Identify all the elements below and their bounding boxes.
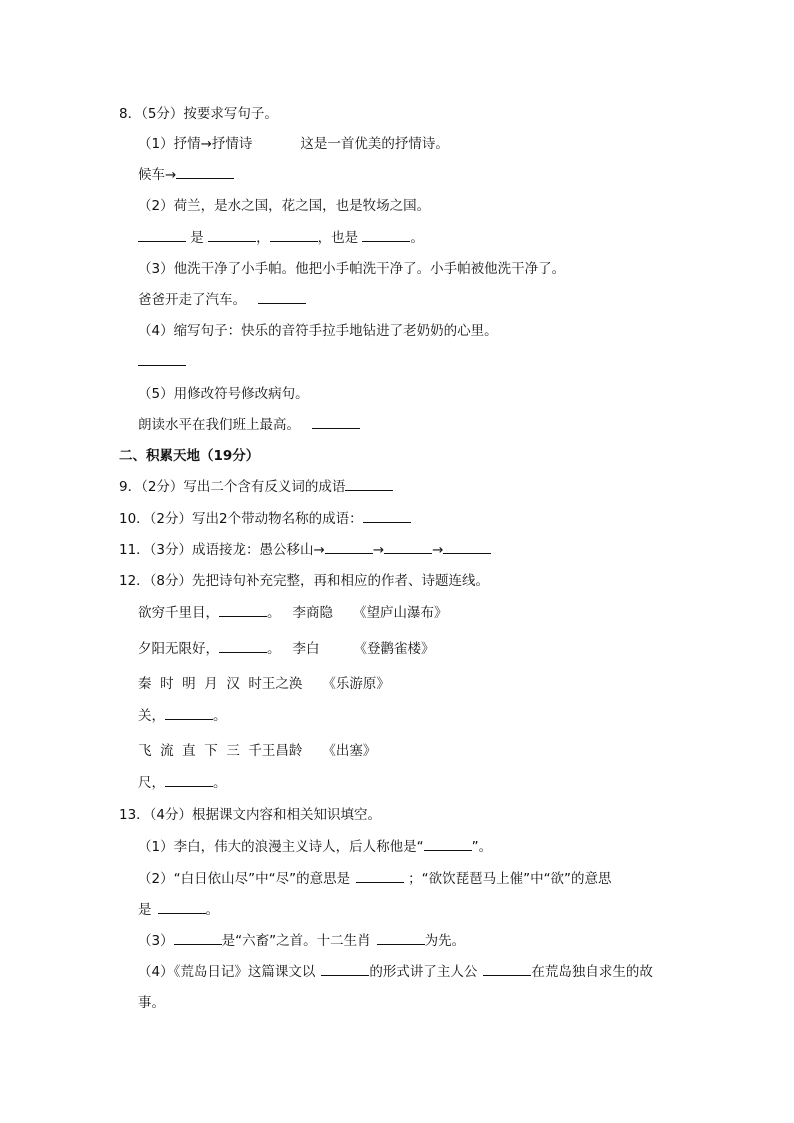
answer-blank[interactable] [165,707,213,720]
q8-s5: （5）用修改符号修改病句。 [138,386,309,402]
q8-s3-task [138,291,306,309]
answer-blank[interactable] [321,963,369,976]
answer-blank[interactable] [174,932,222,945]
answer-blank[interactable] [362,229,410,242]
q12-row [138,774,227,792]
punct: 。 [213,708,227,724]
q8-s3: （3）他洗干净了小手帕。他把小手帕洗干净了。小手帕被他洗干净了。 [138,261,566,277]
q13-s1-end: ”。 [471,839,493,855]
q13-s1-text: （1）李白，伟大的浪漫主义诗人，后人称他是“ [138,839,424,855]
answer-blank[interactable] [424,838,472,851]
q11-text: 11．（3分）成语接龙：愚公移山→ [119,542,325,558]
q9 [119,478,393,496]
arrow: → [372,542,385,558]
q13-s4-text: （4）《荒岛日记》这篇课文以 [138,964,316,980]
poem-line: 关， [138,708,165,724]
answer-blank[interactable] [158,901,206,914]
q13-s4-cont: 事。 [138,995,165,1011]
q13-s2-cont [138,901,219,919]
q11 [119,541,491,559]
punct: 。 [267,605,281,621]
answer-blank[interactable] [325,541,373,554]
poem-title: 《乐游原》 [322,676,390,692]
q12-row [138,742,376,760]
q8-s1-task-label: 候车→ [138,167,177,183]
poem-title: 《望庐山瀑布》 [353,605,448,621]
q12-row [138,675,390,693]
poem-line: 欲穷千里目， [138,605,219,621]
q13-title: 13．（4分）根据课文内容和相关知识填空。 [119,807,382,823]
q13-s3-num: （3） [138,933,174,949]
q8-s3-task-text: 爸爸开走了汽车。 [138,292,246,308]
q8-s2-task [138,229,424,247]
poem-line: 秦 时 明 月 汉 时 [138,676,262,692]
q13-s3 [138,932,465,950]
q8-s1-example: 这是一首优美的抒情诗。 [300,136,449,152]
answer-blank[interactable] [270,229,318,242]
poem-line: 飞 流 直 下 三 千 [138,743,262,759]
poem-title: 《出塞》 [322,743,377,759]
poem-title: 《登鹳雀楼》 [353,641,435,657]
q13-s1 [138,838,492,856]
q8-s5-task-text: 朗读水平在我们班上最高。 [138,417,300,433]
answer-blank[interactable] [165,774,213,787]
q13-s2 [138,870,612,888]
poem-line: 尺， [138,775,165,791]
punct: 。 [205,902,219,918]
q12-row [138,707,227,725]
q8-title: 8．（5分）按要求写句子。 [119,106,278,122]
answer-blank[interactable] [176,166,234,179]
q8-s2-task-also: ，也是 [317,230,359,246]
answer-blank[interactable] [377,932,425,945]
q12-row [138,604,448,622]
answer-blank[interactable] [363,510,411,523]
q12-row [138,640,435,658]
answer-blank[interactable] [219,604,267,617]
answer-blank[interactable] [345,478,393,491]
q8-s2-task-period: 。 [410,230,424,246]
q8-s1-task [138,166,234,184]
answer-blank[interactable] [219,640,267,653]
answer-blank[interactable] [356,870,404,883]
q13-s2-text: （2）“白日依山尽”中“尽”的意思是 [138,871,351,887]
author: 王之涣 [261,676,303,692]
answer-blank[interactable] [208,229,256,242]
q8-s4: （4）缩写句子：快乐的音符手拉手地钻进了老奶奶的心里。 [138,323,498,339]
answer-blank[interactable] [138,229,186,242]
poem-line: 夕阳无限好， [138,641,219,657]
answer-blank[interactable] [483,963,531,976]
q13-s4-text3: 在荒岛独自求生的故 [531,964,653,980]
arrow: → [432,542,444,558]
q13-s4-text2: 的形式讲了主人公 [369,964,478,980]
punct: 。 [267,641,281,657]
q8-s1 [138,135,449,153]
punct: 。 [213,775,227,791]
q10 [119,510,411,528]
author: 李白 [292,641,320,657]
author: 李商隐 [292,605,333,621]
answer-blank[interactable] [138,353,186,366]
q8-s2-task-is: 是 [190,230,204,246]
q8-s1-text: （1）抒情→抒情诗 [138,136,253,152]
q10-text: 10．（2分）写出2个带动物名称的成语： [119,511,363,527]
q8-s5-task [138,416,360,434]
author: 王昌龄 [261,743,303,759]
q8-s2-task-comma: ， [256,230,270,246]
q13-s4 [138,963,653,981]
q12-title: 12．（8分）先把诗句补充完整，再和相应的作者、诗题连线。 [119,573,490,589]
answer-blank[interactable] [258,291,306,304]
q13-s2-text3: 是 [138,902,152,918]
answer-blank[interactable] [312,416,360,429]
answer-blank[interactable] [443,541,491,554]
section-title: 二、积累天地（19分） [119,448,260,464]
q13-s3-text: 是“六畜”之首。十二生肖 [221,933,371,949]
q13-s3-end: 为先。 [424,933,466,949]
q13-s2-text2: ；“欲饮琵琶马上催”中“欲”的意思 [408,871,612,887]
answer-blank[interactable] [384,541,432,554]
q9-text: 9．（2分）写出二个含有反义词的成语 [119,479,346,495]
q8-s2: （2）荷兰，是水之国，花之国，也是牧场之国。 [138,198,431,214]
q8-s4-answer [138,353,186,371]
